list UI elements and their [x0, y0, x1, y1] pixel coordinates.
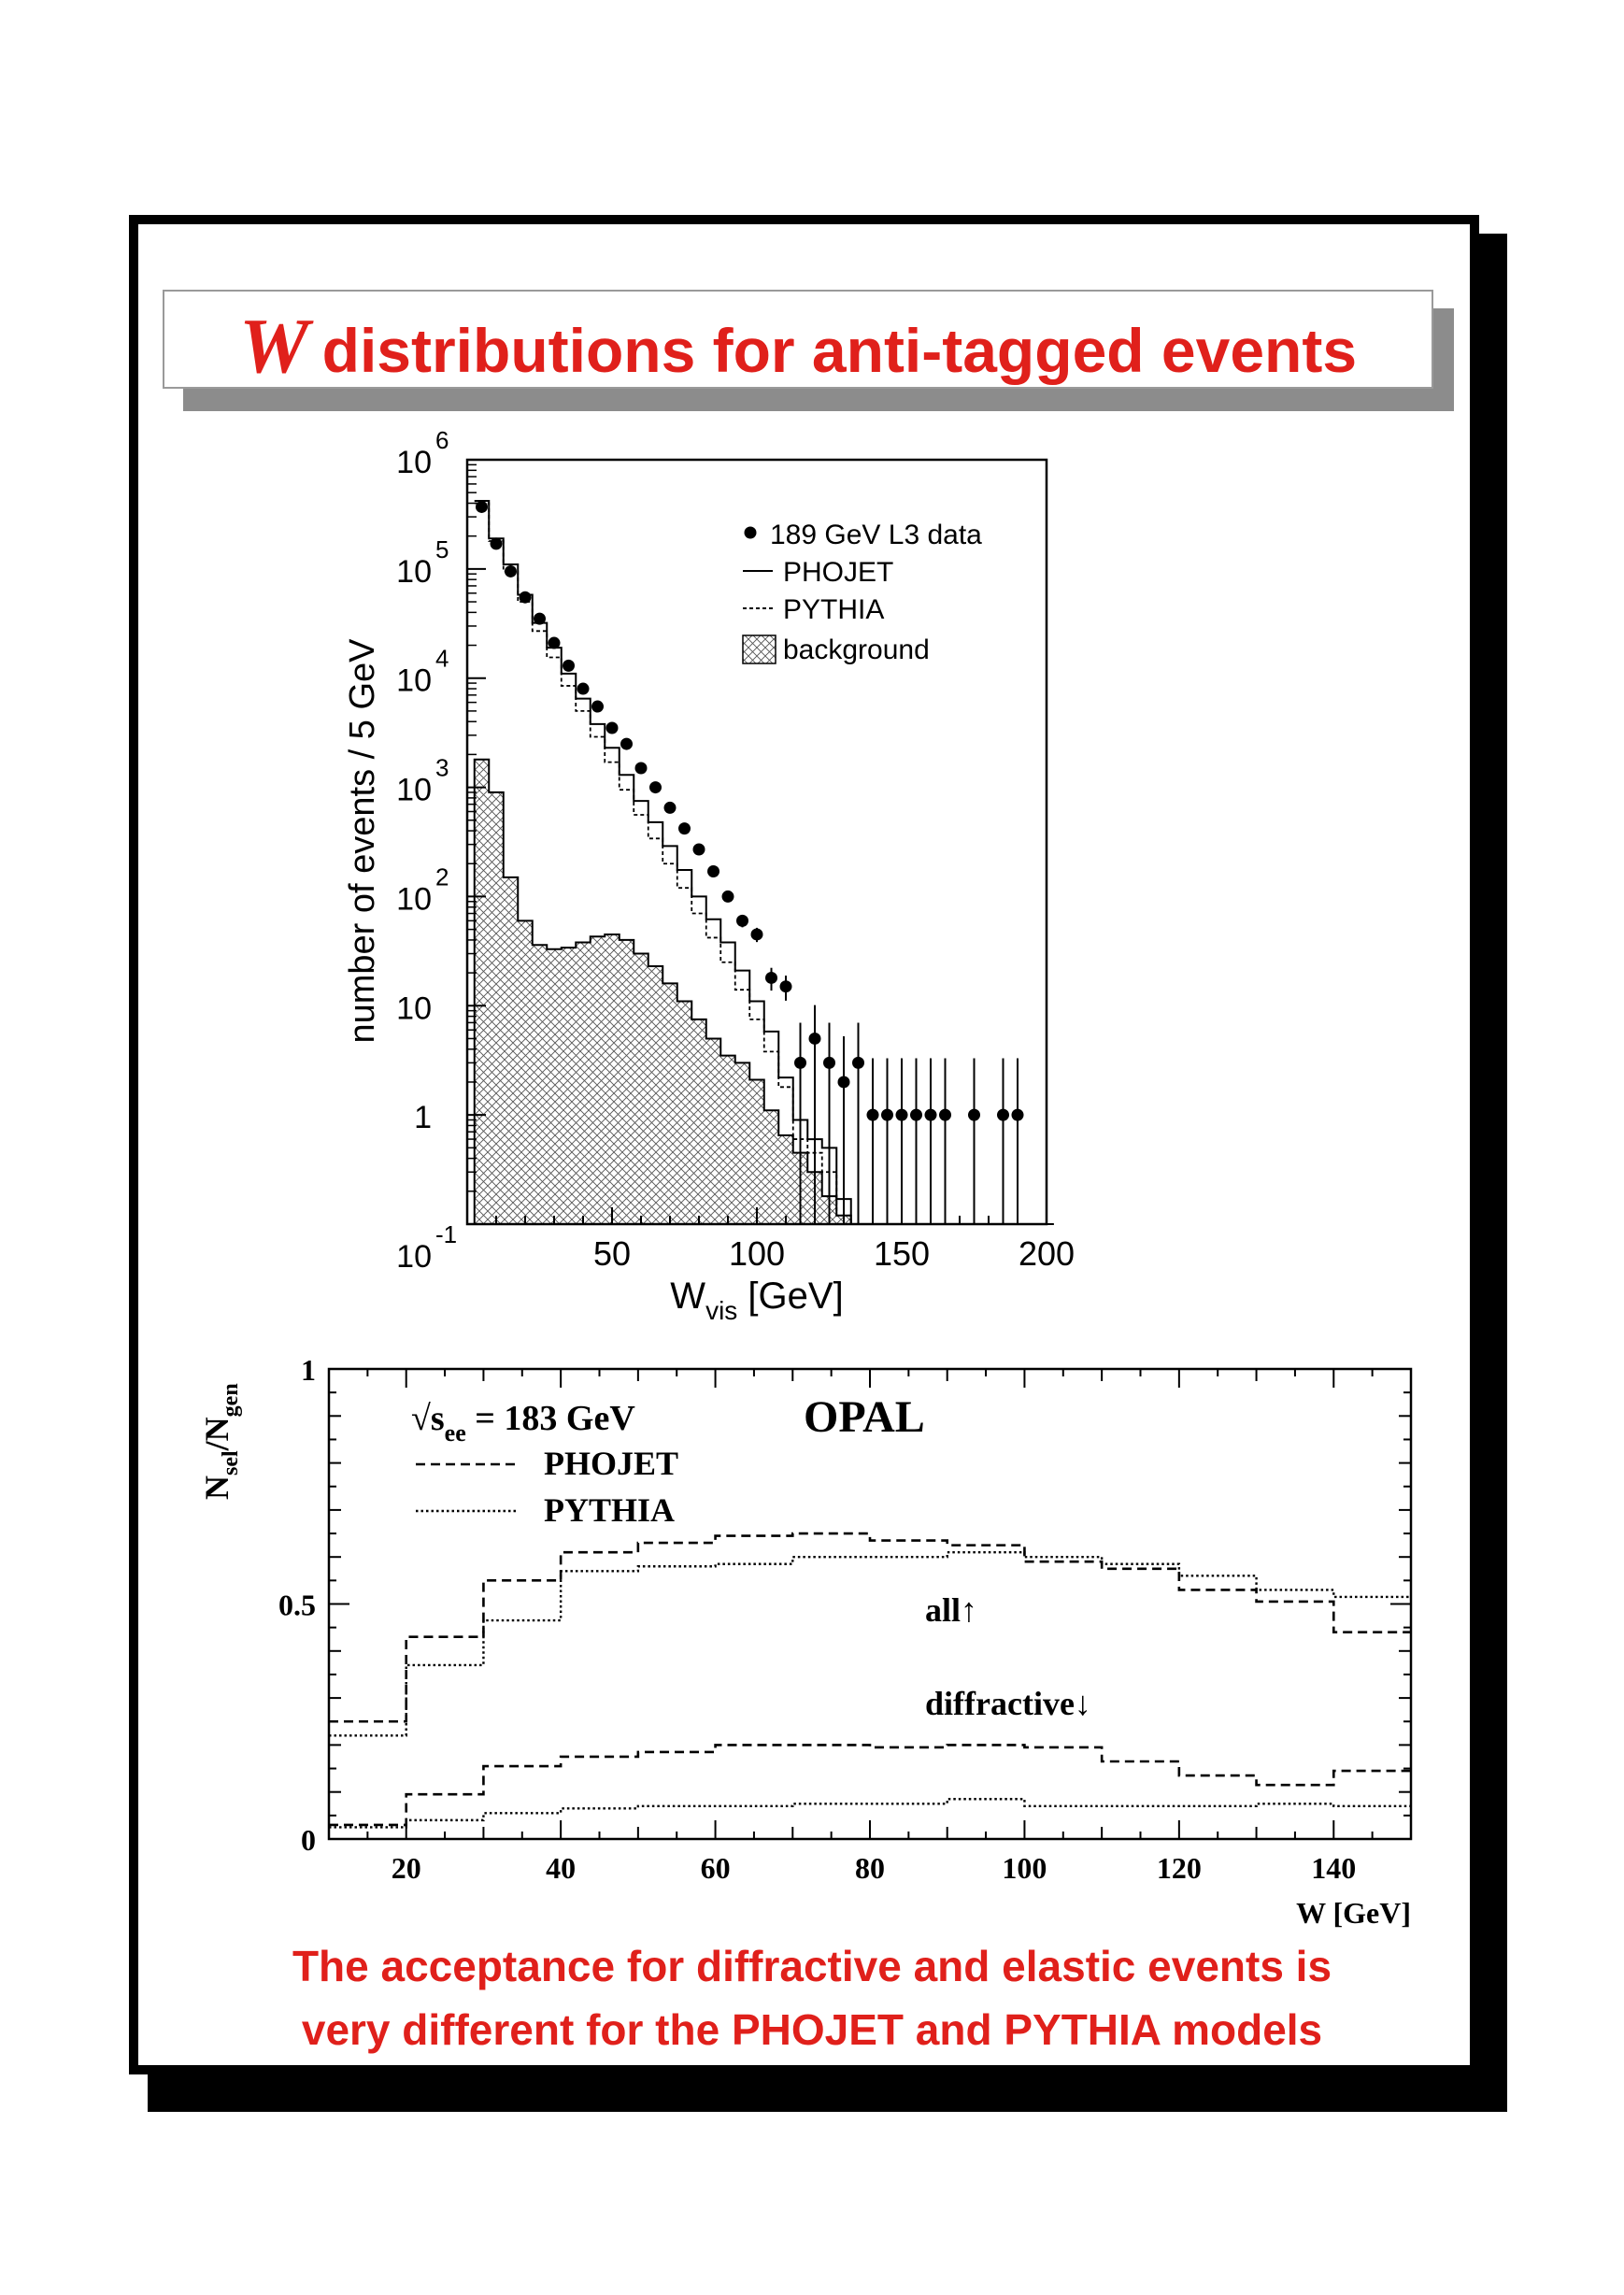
experiment-label: OPAL — [804, 1392, 925, 1442]
data-point — [520, 592, 532, 604]
x-tick-label: 20 — [391, 1851, 421, 1885]
data-point — [707, 865, 719, 877]
y-tick-label: 10 — [396, 663, 432, 699]
data-point — [534, 613, 546, 625]
y-tick-label: 10 — [396, 772, 432, 808]
legend-pythia-label: PYTHIA — [783, 594, 885, 625]
data-point — [867, 1109, 879, 1121]
legend-data-marker — [745, 527, 757, 539]
y-tick-label: 10 — [396, 991, 432, 1027]
data-point — [997, 1109, 1009, 1121]
x-tick-label: 120 — [1156, 1851, 1202, 1885]
y-tick-label: 10 — [396, 445, 432, 480]
y-tick-exponent: 4 — [435, 644, 449, 673]
annotation-diffractive: diffractive↓ — [925, 1685, 1091, 1722]
legend-pythia-label: PYTHIA — [544, 1491, 676, 1529]
phojet-all-histogram — [329, 1533, 1411, 1721]
data-point — [591, 701, 604, 713]
y-tick-label: 10 — [396, 553, 432, 590]
y-tick-exponent: -1 — [435, 1220, 458, 1248]
data-point — [823, 1057, 835, 1069]
y-tick-exponent: 2 — [435, 862, 449, 891]
data-point — [925, 1109, 937, 1121]
data-point — [780, 980, 792, 992]
x-tick-label: 200 — [1018, 1234, 1076, 1273]
data-point — [1012, 1109, 1024, 1121]
energy-label: $√s_{ee} = 183$ GeV — [411, 1399, 635, 1447]
x-axis-label: W [GeV] — [1296, 1896, 1411, 1930]
data-point — [939, 1109, 951, 1121]
data-point — [505, 565, 517, 577]
y-tick-exponent: 5 — [435, 535, 449, 563]
data-point — [620, 738, 633, 750]
title-prefix: W — [238, 303, 309, 390]
x-tick-label: 140 — [1311, 1851, 1357, 1885]
data-point — [476, 501, 488, 513]
data-point — [881, 1109, 893, 1121]
y-tick-label: 0.5 — [278, 1588, 316, 1622]
x-tick-label: 50 — [592, 1234, 632, 1273]
top-chart — [343, 426, 1075, 1325]
x-tick-label: 40 — [546, 1851, 577, 1885]
data-point — [751, 928, 763, 940]
x-tick-label: 80 — [855, 1851, 885, 1885]
data-point — [678, 822, 691, 834]
y-tick-label: 10 — [396, 881, 432, 918]
data-point — [548, 637, 561, 649]
y-tick-exponent: 3 — [435, 753, 449, 782]
legend-phojet-label: PHOJET — [544, 1445, 679, 1482]
data-point — [896, 1109, 908, 1121]
data-point — [664, 802, 677, 814]
y-tick-label: 1 — [414, 1100, 432, 1136]
data-point — [968, 1109, 980, 1121]
y-tick-exponent: 6 — [435, 426, 449, 454]
data-point — [722, 891, 734, 903]
x-tick-label: 60 — [700, 1851, 731, 1885]
title-text: distributions for anti-tagged events — [321, 316, 1358, 385]
data-point — [491, 537, 503, 549]
data-point — [910, 1109, 922, 1121]
legend-background-swatch — [743, 635, 776, 663]
legend-phojet-label: PHOJET — [783, 557, 894, 588]
legend-data-label: 189 GeV L3 data — [770, 520, 982, 550]
bottom-chart — [198, 1353, 1411, 1930]
x-tick-label: 100 — [1002, 1851, 1047, 1885]
data-point — [794, 1057, 806, 1069]
background-histogram — [475, 760, 1054, 1224]
y-axis-label: $N_{sel}/N_{gen}$ — [198, 1383, 243, 1500]
y-tick-label: 10 — [396, 1239, 432, 1275]
data-point — [693, 844, 705, 856]
data-point — [563, 660, 575, 672]
data-point — [809, 1033, 821, 1045]
x-axis-label: $W_{vis}$ [GeV] — [670, 1276, 844, 1325]
data-point — [765, 972, 777, 984]
data-point — [838, 1076, 850, 1088]
annotation-all: all↑ — [925, 1591, 978, 1629]
x-tick-label: 100 — [728, 1234, 786, 1273]
y-tick-label: 0 — [301, 1823, 316, 1857]
y-tick-label: 1 — [301, 1353, 316, 1387]
data-point — [635, 762, 648, 774]
data-point — [649, 781, 662, 793]
legend-background-label: background — [783, 634, 930, 665]
x-tick-label: 150 — [873, 1234, 931, 1273]
footer-caption — [163, 1934, 1461, 2061]
footer-line-2: very different for the PHOJET and PYTHIA models — [301, 2005, 1323, 2054]
data-point — [577, 683, 590, 695]
data-point — [606, 721, 619, 734]
y-axis-label: number of events / 5 GeV — [343, 638, 382, 1044]
footer-line-1: The acceptance for diffractive and elastic events is — [292, 1942, 1332, 1990]
data-point — [852, 1057, 864, 1069]
data-point — [736, 915, 748, 927]
